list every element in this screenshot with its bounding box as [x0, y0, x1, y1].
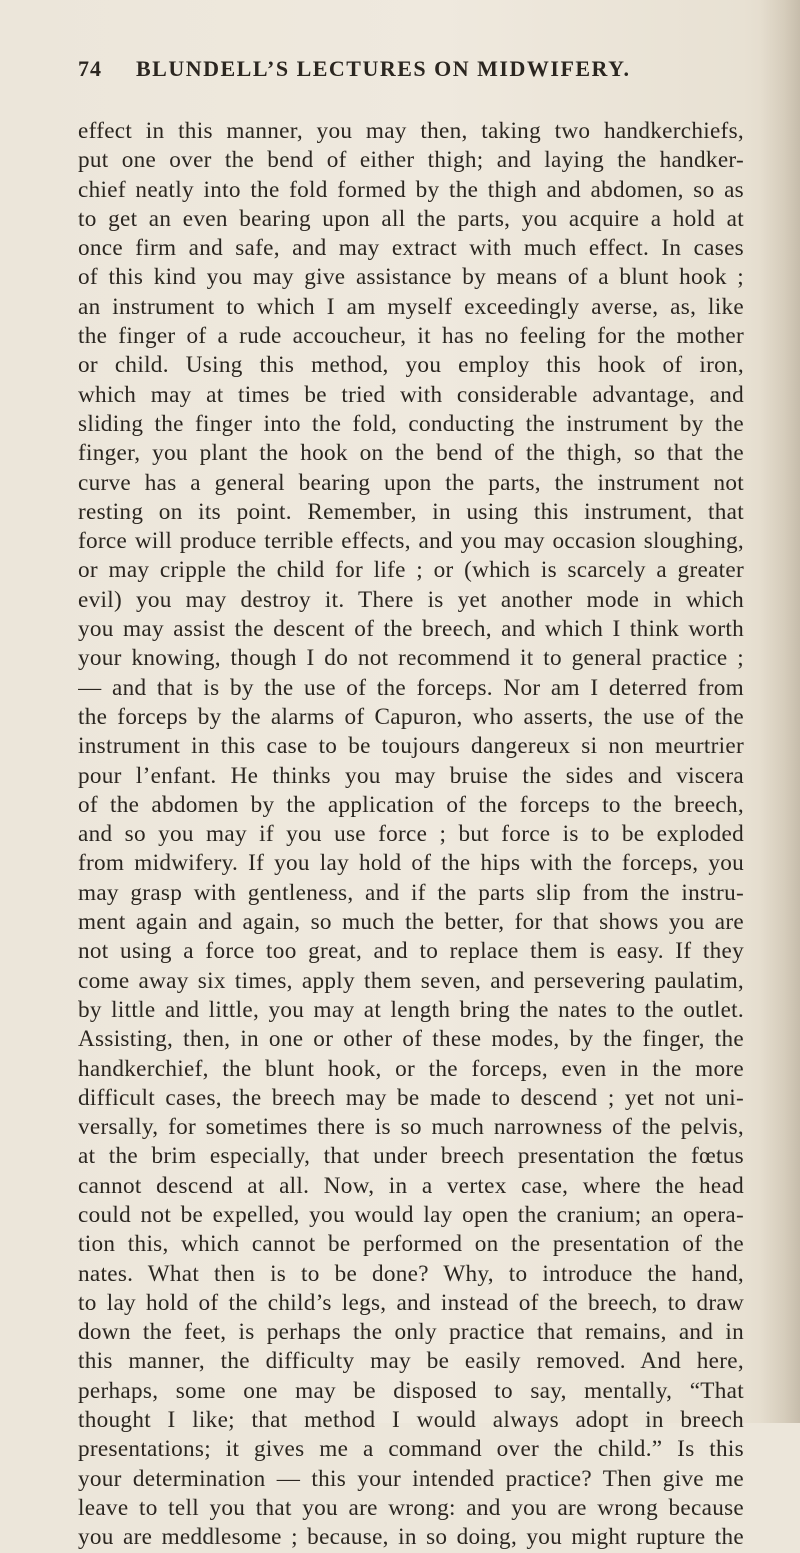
running-title: BLUNDELL’S LECTURES ON MIDWIFERY.	[136, 56, 631, 81]
text-line: your determination — this your intended practice? Then give me	[78, 1465, 744, 1492]
text-line: perhaps, some one may be disposed to say, mentally, “That	[78, 1377, 744, 1404]
text-line: resting on its point. Remember, in using this instrument, that	[78, 498, 744, 525]
text-line: thought I like; that method I would always adopt in breech	[78, 1407, 744, 1434]
text-line: to get an even bearing upon all the parts, you acquire a hold at	[78, 205, 744, 232]
text-line: Assisting, then, in one or other of these modes, by the finger, the	[78, 1026, 744, 1053]
text-line: or child. Using this method, you employ this hook of iron,	[78, 352, 744, 379]
text-line: difficult cases, the breech may be made to descend ; yet not uni-	[78, 1084, 744, 1111]
text-line: instrument in this case to be toujours dangereux si non meurtrier	[78, 733, 744, 760]
text-line: your knowing, though I do not recommend it to general practice ;	[78, 645, 744, 672]
text-line: of the abdomen by the application of the forceps to the breech,	[78, 791, 744, 818]
text-line: to lay hold of the child’s legs, and instead of the breech, to draw	[78, 1289, 744, 1316]
text-line: pour l’enfant. He thinks you may bruise the sides and viscera	[78, 762, 744, 789]
text-line: from midwifery. If you lay hold of the hips with the forceps, you	[78, 850, 744, 877]
text-line: at the brim especially, that under breech presentation the fœtus	[78, 1143, 744, 1170]
text-line: could not be expelled, you would lay open the cranium; an opera-	[78, 1201, 744, 1228]
text-line: — and that is by the use of the forceps. Nor am I deterred from	[78, 674, 744, 701]
text-line: chief neatly into the fold formed by the thigh and abdomen, so as	[78, 176, 744, 203]
text-line: or may cripple the child for life ; or (which is scarcely a greater	[78, 557, 744, 584]
text-line: come away six times, apply them seven, and persevering paulatim,	[78, 967, 744, 994]
text-line: nates. What then is to be done? Why, to introduce the hand,	[78, 1260, 744, 1287]
text-line: effect in this manner, you may then, taking two handkerchiefs,	[78, 118, 744, 144]
text-line: and so you may if you use force ; but force is to be exploded	[78, 821, 744, 848]
text-line: ment again and again, so much the better, for that shows you are	[78, 909, 744, 936]
page-edge-shadow	[760, 0, 800, 1423]
text-line: handkerchief, the blunt hook, or the forceps, even in the more	[78, 1055, 744, 1082]
text-line: leave to tell you that you are wrong: and you are wrong because	[78, 1494, 744, 1521]
text-line: an instrument to which I am myself exceedingly averse, as, like	[78, 293, 744, 320]
text-line: sliding the finger into the fold, conducting the instrument by the	[78, 410, 744, 437]
text-line: may grasp with gentleness, and if the parts slip from the instru-	[78, 879, 744, 906]
text-line: you are meddlesome ; because, in so doing, you might rupture the	[78, 1524, 744, 1551]
text-line: finger, you plant the hook on the bend of the thigh, so that the	[78, 440, 744, 467]
text-line: force will produce terrible effects, and you may occasion sloughing,	[78, 528, 744, 555]
text-line: presentations; it gives me a command over the child.” Is this	[78, 1436, 744, 1463]
text-line: evil) you may destroy it. There is yet another mode in which	[78, 586, 744, 613]
text-line: not using a force too great, and to replace them is easy. If they	[78, 938, 744, 965]
text-line: versally, for sometimes there is so much narrowness of the pelvis,	[78, 1114, 744, 1141]
running-header	[78, 56, 698, 90]
text-line: this manner, the difficulty may be easily removed. And here,	[78, 1348, 744, 1375]
text-line: down the feet, is perhaps the only practice that remains, and in	[78, 1319, 744, 1346]
text-line: cannot descend at all. Now, in a vertex case, where the head	[78, 1172, 744, 1199]
text-line: put one over the bend of either thigh; and laying the handker-	[78, 147, 744, 174]
body-text	[78, 117, 744, 1553]
text-line: tion this, which cannot be performed on the presentation of the	[78, 1231, 744, 1258]
text-line: the finger of a rude accoucheur, it has no feeling for the mother	[78, 323, 744, 350]
text-line: by little and little, you may at length bring the nates to the outlet.	[78, 996, 744, 1023]
text-line: which may at times be tried with considerable advantage, and	[78, 381, 744, 408]
text-line: the forceps by the alarms of Capuron, who asserts, the use of the	[78, 703, 744, 730]
text-line: of this kind you may give assistance by means of a blunt hook ;	[78, 264, 744, 291]
page-number: 74	[78, 56, 102, 81]
text-line: you may assist the descent of the breech, and which I think worth	[78, 616, 744, 643]
text-line: once firm and safe, and may extract with much effect. In cases	[78, 235, 744, 262]
text-line: curve has a general bearing upon the parts, the instrument not	[78, 469, 744, 496]
